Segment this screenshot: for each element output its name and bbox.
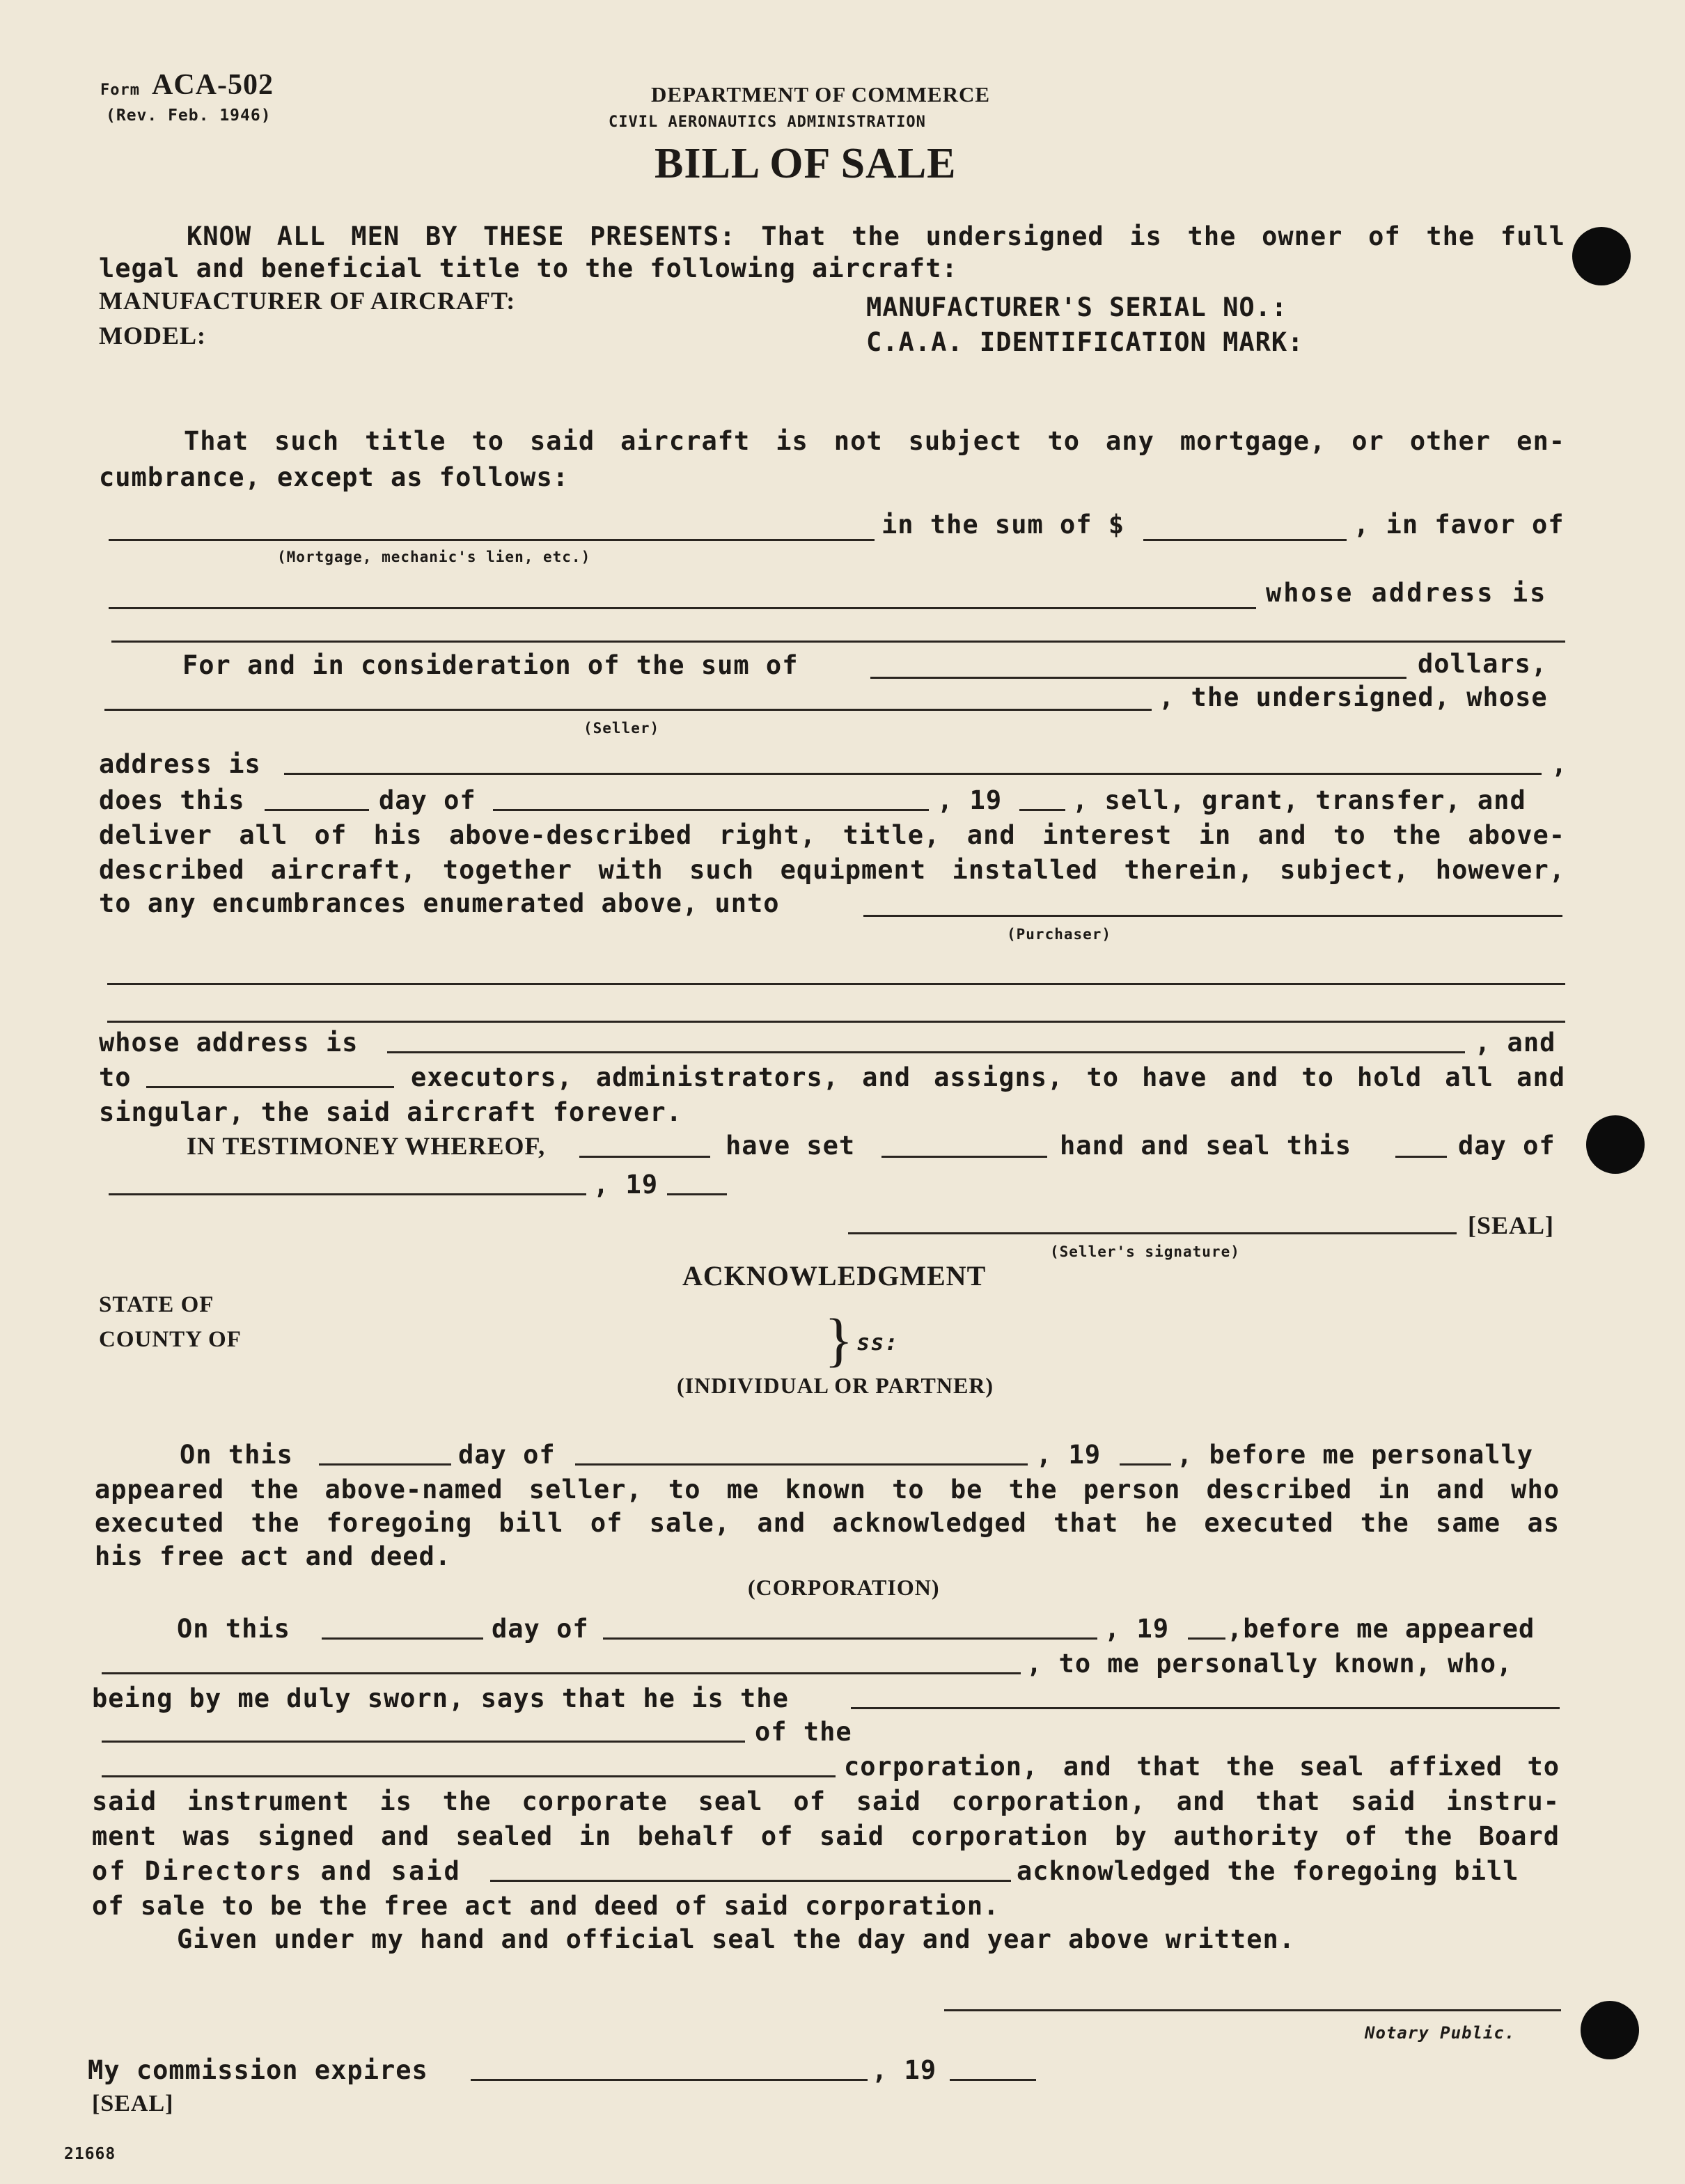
signed-text: ment was signed and sealed in behalf of said corporation by authority of the Board xyxy=(92,1821,1560,1851)
notary-seal-label: [SEAL] xyxy=(92,2091,174,2116)
acknowledged-text: acknowledged the foregoing bill xyxy=(1017,1856,1519,1886)
footer-code: 21668 xyxy=(64,2145,116,2163)
testimony-year-prefix: , 19 xyxy=(593,1170,659,1200)
commission-year-field[interactable] xyxy=(950,2079,1036,2081)
acknowledgment-title: ACKNOWLEDGMENT xyxy=(682,1260,987,1291)
encumbrance-line-1: That such title to said aircraft is not subject to any mortgage, or other en- xyxy=(184,426,1565,456)
punch-hole-top xyxy=(1572,227,1631,285)
given-text: Given under my hand and official seal the day and year above written. xyxy=(177,1924,1296,1954)
free-deed-text: of sale to be the free act and deed of said corporation. xyxy=(92,1891,1000,1921)
serial-number-label: MANUFACTURER'S SERIAL NO.: xyxy=(866,292,1288,322)
department-heading: DEPARTMENT OF COMMERCE xyxy=(651,82,991,107)
commission-date-field[interactable] xyxy=(471,2079,868,2081)
corp-month-field[interactable] xyxy=(603,1637,1097,1640)
notary-label: Notary Public. xyxy=(1365,2023,1516,2043)
individual-heading: (INDIVIDUAL OR PARTNER) xyxy=(677,1373,994,1398)
commission-year-prefix: , 19 xyxy=(872,2055,937,2085)
executors-text: executors, administrators, and assigns, to have and to hold all and xyxy=(411,1062,1565,1092)
instrument-text: said instrument is the corporate seal of said corporation, and that said instru- xyxy=(92,1786,1560,1816)
executed-text: executed the foregoing bill of sale, and acknowledged that he executed the same as xyxy=(95,1508,1560,1538)
consideration-label: For and in consideration of the sum of xyxy=(182,650,799,680)
sale-day-field[interactable] xyxy=(265,809,369,811)
address-comma: , xyxy=(1551,749,1568,779)
have-set-label: have set xyxy=(726,1131,856,1161)
seller-name-field[interactable] xyxy=(104,709,1152,711)
free-act-text: his free act and deed. xyxy=(95,1541,452,1571)
sworn-text: being by me duly sworn, says that he is the xyxy=(92,1683,789,1713)
testimony-day-field[interactable] xyxy=(1395,1156,1447,1158)
corporation-heading: (CORPORATION) xyxy=(748,1575,940,1600)
seller-signature-note: (Seller's signature) xyxy=(1050,1243,1240,1260)
known-text: , to me personally known, who, xyxy=(1026,1649,1513,1679)
notary-signature-field[interactable] xyxy=(944,2009,1561,2011)
does-this-label: does this xyxy=(99,785,245,815)
seller-signature-field[interactable] xyxy=(848,1232,1457,1234)
testimony-label: IN TESTIMONEY WHEREOF, xyxy=(187,1132,546,1160)
corp-ack-officer-field[interactable] xyxy=(490,1880,1011,1882)
sum-label: in the sum of $ xyxy=(881,510,1125,540)
directors-text: of Directors and said xyxy=(92,1856,462,1886)
administration-heading: CIVIL AERONAUTICS ADMINISTRATION xyxy=(609,113,926,131)
seller-address-field[interactable] xyxy=(284,773,1542,775)
heirs-field[interactable] xyxy=(146,1086,394,1088)
brace: } xyxy=(824,1306,854,1373)
corp-title-field-2[interactable] xyxy=(102,1741,745,1743)
purchaser-address-label: whose address is xyxy=(99,1028,359,1058)
purchaser-line-2[interactable] xyxy=(107,983,1565,985)
described-text: described aircraft, together with such equipment installed therein, subject, however, xyxy=(99,855,1565,885)
corp-name-field[interactable] xyxy=(102,1775,836,1777)
sell-grant-text: , sell, grant, transfer, and xyxy=(1072,785,1526,815)
sale-year-field[interactable] xyxy=(1019,809,1065,811)
seller-address-label: address is xyxy=(99,749,261,779)
testimony-day-of-label: day of xyxy=(1458,1131,1555,1161)
seller-note: (Seller) xyxy=(583,720,660,737)
corp-on-this-label: On this xyxy=(177,1614,290,1644)
corp-year-prefix: , 19 xyxy=(1104,1614,1170,1644)
corp-officer-field[interactable] xyxy=(102,1672,1021,1674)
corp-year-field[interactable] xyxy=(1188,1637,1225,1640)
caa-mark-label: C.A.A. IDENTIFICATION MARK: xyxy=(866,327,1304,357)
corp-title-field[interactable] xyxy=(851,1707,1560,1709)
state-label: STATE OF xyxy=(99,1292,214,1317)
ind-on-this-label: On this xyxy=(180,1440,293,1470)
ind-month-field[interactable] xyxy=(575,1463,1028,1466)
punch-hole-middle xyxy=(1586,1115,1645,1174)
ind-day-of-label: day of xyxy=(458,1440,556,1470)
sale-month-field[interactable] xyxy=(493,809,929,811)
intro-line-1: KNOW ALL MEN BY THESE PRESENTS: That the undersigned is the owner of the full xyxy=(187,221,1565,251)
deliver-text: deliver all of his above-described right, title, and interest in and to the above- xyxy=(99,820,1565,850)
ind-day-field[interactable] xyxy=(319,1463,451,1466)
lienholder-address-field[interactable] xyxy=(111,641,1565,643)
purchaser-line-3[interactable] xyxy=(107,1021,1565,1023)
lienholder-address-label: whose address is xyxy=(1266,578,1548,608)
purchaser-note: (Purchaser) xyxy=(1007,926,1112,943)
singular-text: singular, the said aircraft forever. xyxy=(99,1097,682,1127)
testimony-pronoun-field[interactable] xyxy=(881,1156,1047,1158)
seller-seal-label: [SEAL] xyxy=(1468,1211,1555,1239)
testimony-party-field[interactable] xyxy=(579,1156,710,1158)
punch-hole-bottom xyxy=(1581,2001,1639,2059)
encumbrance-line-2: cumbrance, except as follows: xyxy=(99,462,570,492)
document-title: BILL OF SALE xyxy=(655,140,957,187)
appeared-text: appeared the above-named seller, to me known to be the person described in and who xyxy=(95,1475,1560,1505)
before-appeared-text: ,before me appeared xyxy=(1227,1614,1535,1644)
dollars-label: dollars, xyxy=(1418,649,1548,679)
testimony-month-field[interactable] xyxy=(109,1193,586,1195)
consideration-amount-field[interactable] xyxy=(870,677,1406,679)
purchaser-field[interactable] xyxy=(863,915,1562,917)
unto-text: to any encumbrances enumerated above, unto xyxy=(99,888,780,918)
sale-year-prefix: , 19 xyxy=(937,785,1003,815)
undersigned-label: , the undersigned, whose xyxy=(1159,682,1548,712)
and-label: , and xyxy=(1475,1028,1556,1058)
hand-seal-label: hand and seal this xyxy=(1060,1131,1351,1161)
intro-line-2: legal and beneficial title to the following aircraft: xyxy=(99,253,958,283)
of-the-label: of the xyxy=(755,1717,852,1747)
mortgage-field[interactable] xyxy=(109,539,875,541)
ind-year-prefix: , 19 xyxy=(1036,1440,1102,1470)
county-label: COUNTY OF xyxy=(99,1327,242,1352)
sale-day-of-label: day of xyxy=(379,785,476,815)
manufacturer-label: MANUFACTURER OF AIRCRAFT: xyxy=(99,287,516,315)
mortgage-note: (Mortgage, mechanic's lien, etc.) xyxy=(277,549,591,565)
model-label: MODEL: xyxy=(99,322,206,349)
lienholder-field[interactable] xyxy=(109,607,1256,609)
corp-day-field[interactable] xyxy=(322,1637,483,1640)
ss-label: ss: xyxy=(856,1329,899,1356)
ind-year-field[interactable] xyxy=(1120,1463,1171,1466)
commission-label: My commission expires xyxy=(88,2055,428,2085)
testimony-year-field[interactable] xyxy=(667,1193,727,1195)
to-label: to xyxy=(99,1062,132,1092)
form-number: ACA-502 xyxy=(152,69,274,101)
favor-label: , in favor of xyxy=(1354,510,1565,540)
purchaser-address-field[interactable] xyxy=(387,1051,1465,1053)
form-prefix: Form xyxy=(100,81,140,99)
before-me-text: , before me personally xyxy=(1177,1440,1534,1470)
encumbrance-amount-field[interactable] xyxy=(1143,539,1347,541)
form-revision: (Rev. Feb. 1946) xyxy=(106,107,272,125)
corporation-text: corporation, and that the seal affixed to xyxy=(844,1752,1560,1782)
corp-day-of-label: day of xyxy=(492,1614,589,1644)
